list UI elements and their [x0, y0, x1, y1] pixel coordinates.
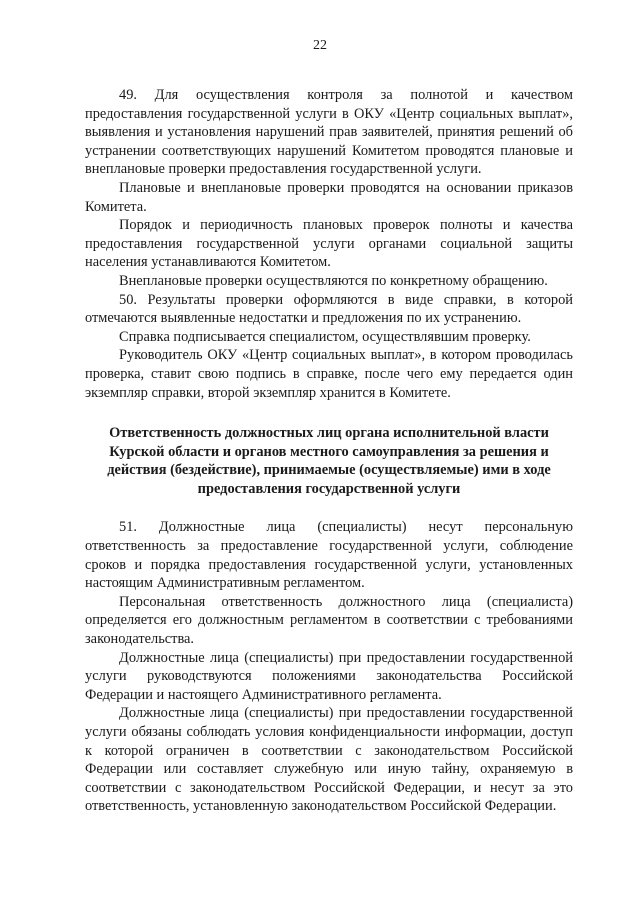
- paragraph-scheduled-checks: Плановые и внеплановые проверки проводятся на основании приказов Комитета.: [85, 179, 573, 215]
- paragraph-50: 50. Результаты проверки оформляются в виде справки, в которой отмечаются выявленные недостатки и предложения по их устранению.: [85, 291, 573, 327]
- paragraph-51: 51. Должностные лица (специалисты) несут персональную ответственность за предоставление государственной услуги, соблюдение сроков и порядка предоставления государственной услуги, установленных настоящим Административным регламентом.: [85, 519, 573, 592]
- paragraph-check-procedure: Порядок и периодичность плановых проверок полноты и качества предоставления государственной услуги органами социальной защиты населения устанавливаются Комитетом.: [85, 217, 573, 271]
- paragraph-head-signature: Руководитель ОКУ «Центр социальных выплат», в котором проводилась проверка, ставит свою подпись в справке, после чего ему передается один экземпляр справки, второй экземпляр хранится в Комитете.: [85, 347, 573, 401]
- page-content: [85, 86, 573, 816]
- section-heading: Ответственность должностных лиц органа исполнительной власти Курской области и органов местного самоуправления за решения и действия (бездействие), принимаемые (осуществляемые) ими в ходе предоставления государственной услуги: [107, 425, 551, 497]
- paragraph-49: 49. Для осуществления контроля за полнотой и качеством предоставления государственной услуги в ОКУ «Центр социальных выплат», выявления и установления нарушений прав заявителей, принятия решений об устранении соответствующих нарушений Комитетом проводятся плановые и внеплановые проверки предоставления государственной услуги.: [85, 87, 573, 178]
- paragraph-unscheduled-checks: Внеплановые проверки осуществляются по конкретному обращению.: [119, 272, 548, 289]
- paragraph-personal-responsibility: Персональная ответственность должностного лица (специалиста) определяется его должностным регламентом в соответствии с требованиями законодательства.: [85, 593, 573, 648]
- paragraph-confidentiality: Должностные лица (специалисты) при предоставлении государственной услуги обязаны соблюдать условия конфиденциальности информации, доступ к которой ограничен в соответствии с законодательством Российской Федерации или составляет служебную или иную тайну, охраняемую в соответствии с законодательством Российской Федерации, и несут за это ответственность, установленную законодательством Российской Федерации.: [85, 705, 573, 815]
- page-number: 22: [313, 38, 327, 53]
- paragraph-legislation-guidance: Должностные лица (специалисты) при предоставлении государственной услуги руководствуются положениями законодательства Российской Федерации и настоящего Административного регламента.: [85, 649, 573, 703]
- paragraph-report-signing: Справка подписывается специалистом, осуществлявшим проверку.: [119, 328, 531, 345]
